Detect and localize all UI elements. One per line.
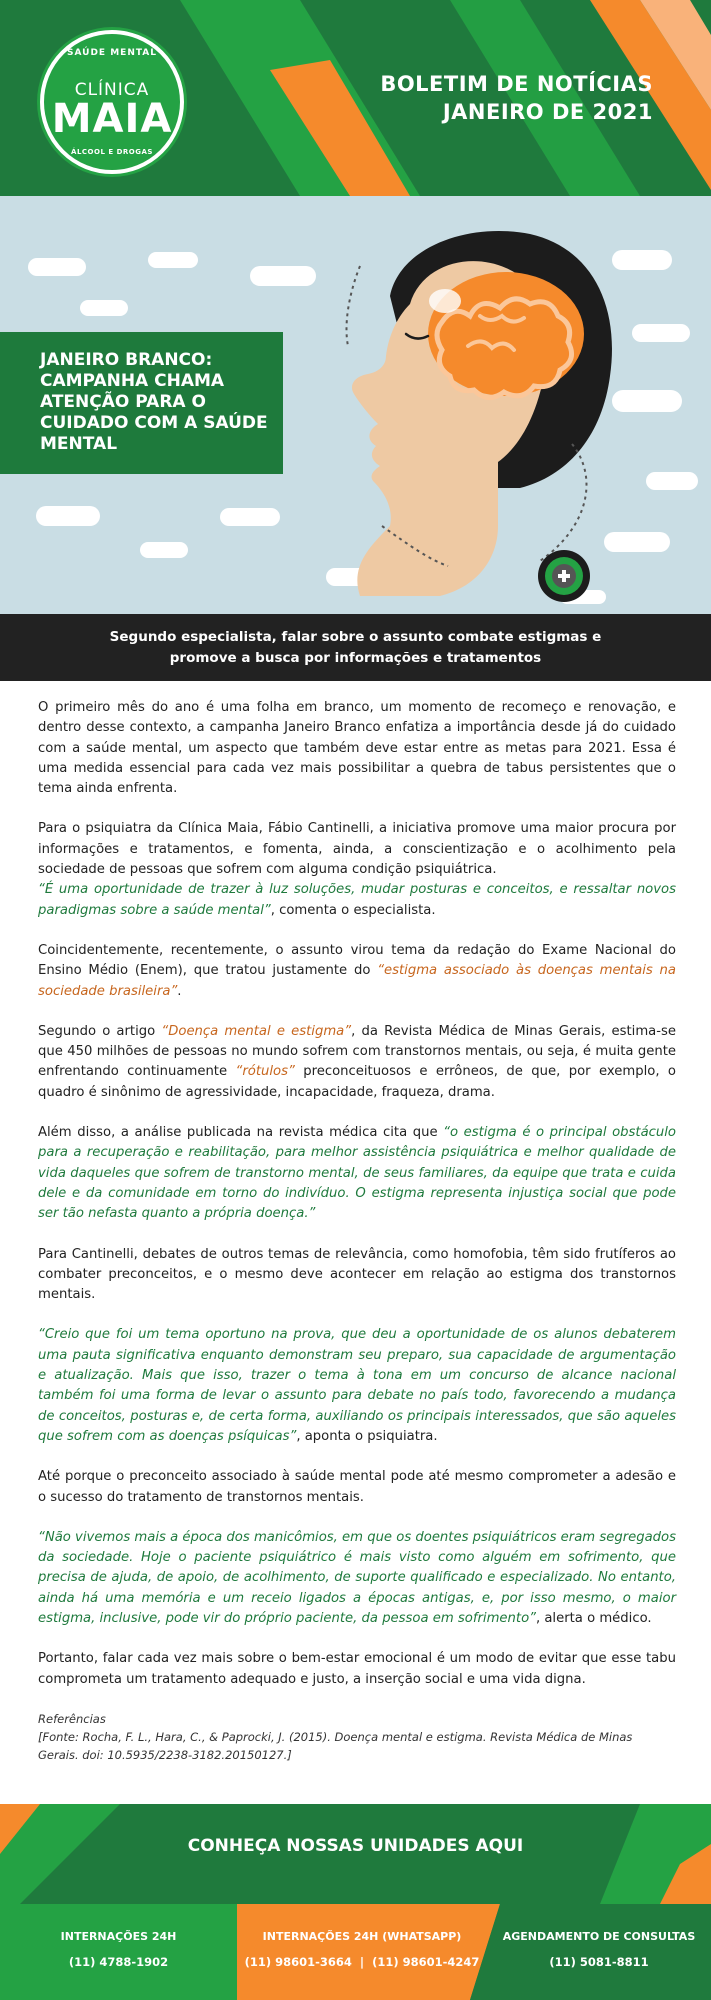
phone-link[interactable]: (11) 5081-8811 [549, 1955, 649, 1969]
cloud-decoration [220, 508, 280, 526]
contact-title: INTERNAÇÕES 24H (WHATSAPP) [262, 1930, 462, 1943]
paragraph-text: Além disso, a análise publicada na revista médica cita que [38, 1125, 444, 1141]
phone-link[interactable]: (11) 98601-3664 | (11) 98601-4247 [244, 1955, 480, 1969]
newsletter-header [0, 0, 711, 196]
quote-text: “estigma associado às doenças mentais na sociedade brasileira” [38, 963, 676, 999]
cloud-decoration [28, 258, 86, 276]
newsletter-title-line2: JANEIRO DE 2021 [442, 100, 653, 124]
paragraph [38, 1528, 676, 1629]
references [38, 1710, 676, 1764]
paragraph-text: , da Revista Médica de Minas Gerais, estima-se que 450 milhões de pessoas no mundo sofrem com transtornos mentais, ou seja, é muita gente enfrentando continuamente [38, 1023, 676, 1080]
article-body [38, 698, 676, 1764]
quote-text: “rótulos” [235, 1064, 295, 1080]
paragraph: Até porque o preconceito associado à saúde mental pode até mesmo comprometer a adesão e o sucesso do tratamento de transtornos mentais. [38, 1469, 676, 1505]
paragraph [38, 941, 676, 1002]
quote-text: “Doença mental e estigma” [161, 1023, 352, 1039]
paragraph-text: . [177, 983, 182, 999]
quote-text: “o estigma é o principal obstáculo para a recuperação e reabilitação, para melhor assistência psiquiátrica e melhor qualidade de vida daqueles que sofrem de transtorno mental, de seus familiares, da equipe que trata e cuida dele e da comunidade em torno do indivíduo. O estigma representa injustiça social que pode ser tão nefasta quanto a própria doença.” [38, 1125, 676, 1222]
cloud-decoration [250, 266, 316, 286]
contact-whatsapp [237, 1904, 487, 2000]
paragraph: Para Cantinelli, debates de outros temas de relevância, como homofobia, têm sido frutíferos ao combater preconceitos, e o mesmo deve acontecer em relação ao estigma dos transtornos mentais. [38, 1246, 676, 1303]
hero-banner [0, 196, 711, 614]
quote-text: “É uma oportunidade de trazer à luz soluções, mudar posturas e conceitos, e ressaltar novos paradigmas sobre a saúde mental” [38, 882, 676, 918]
clinic-logo[interactable] [40, 30, 184, 174]
cloud-decoration [612, 390, 682, 412]
contact-title: INTERNAÇÕES 24H [60, 1930, 177, 1943]
logo-name-line1: CLÍNICA [74, 80, 150, 100]
paragraph-text: preconceituosos e errôneos, de que, por exemplo, o quadro é sinônimo de agressividade, incapacidade, fraqueza, drama. [38, 1064, 676, 1100]
paragraph-text: Para o psiquiatra da Clínica Maia, Fábio Cantinelli, a iniciativa promove uma maior procura por informações e tratamentos, e fomenta, ainda, a conscientização e o acolhimento pela sociedade de pessoas que sofrem com alguma condição psiquiátrica. [38, 821, 676, 878]
cloud-decoration [612, 250, 672, 270]
units-link[interactable]: CONHEÇA NOSSAS UNIDADES AQUI [187, 1836, 524, 1856]
logo-ring-top: SAÚDE MENTAL [66, 48, 157, 58]
cloud-decoration [80, 300, 128, 316]
paragraph-text: Coincidentemente, recentemente, o assunto virou tema da redação do Exame Nacional do Ensino Médio (Enem), que tratou justamente do [38, 942, 676, 979]
article-subtitle [0, 614, 711, 681]
subtitle-line1: Segundo especialista, falar sobre o assunto combate estigmas e [109, 629, 602, 645]
newsletter-footer [0, 1804, 711, 2000]
head-brain-illustration [330, 226, 620, 606]
paragraph [38, 1325, 676, 1447]
paragraph: O primeiro mês do ano é uma folha em branco, um momento de recomeço e renovação, e dentro desse contexto, a campanha Janeiro Branco enfatiza a importância desde já do cuidado com a saúde mental, um aspecto que também deve estar entre as metas para 2021. Essa é uma medida essencial para cada vez mais possibilitar a quebra de tabus persistentes que o tema ainda enfrenta. [38, 700, 676, 797]
paragraph-text: Segundo o artigo [38, 1023, 162, 1039]
quote-text: “Não vivemos mais a época dos manicômios, em que os doentes psiquiátricos eram segregados da sociedade. Hoje o paciente psiquiátrico é mais visto como alguém em sofrimento, que precisa de ajuda, de apoio, de acolhimento, de suporte qualificado e especializado. No entanto, ainda há uma memória e um receio ligados a épocas antigas, e, por isso mesmo, o maior estigma, inclusive, pode vir do próprio paciente, da pessoa em sofrimento” [38, 1529, 676, 1626]
quote-text: “Creio que foi um tema oportuno na prova, que deu a oportunidade de os alunos debaterem uma pauta significativa enquanto demonstram seu preparo, sua capacidade de argumentação e atualização. Mais que isso, trazer o tema à tona em um concurso de alcance nacional também foi uma forma de levar o assunto para debate no país todo, favorecendo a mudança de conceitos, posturas e, de certa forma, auxiliando os principais interessados, que são aqueles que sofrem com as doenças psíquicas” [38, 1327, 676, 1444]
subtitle-line2: promove a busca por informações e tratamentos [169, 650, 542, 666]
paragraph [38, 819, 676, 920]
paragraph [38, 1123, 676, 1224]
newsletter-title-line1: BOLETIM DE NOTÍCIAS [380, 72, 653, 96]
contact-agendamento [487, 1904, 711, 2000]
references-title: Referências [38, 1711, 106, 1726]
paragraph-text: , comenta o especialista. [270, 902, 436, 918]
paragraph-text: , aponta o psiquiatra. [296, 1428, 438, 1444]
contact-title: AGENDAMENTO DE CONSULTAS [502, 1930, 696, 1943]
logo-ring-bottom: ÁLCOOL E DROGAS [71, 148, 153, 156]
paragraph: Portanto, falar cada vez mais sobre o bem-estar emocional é um modo de evitar que esse tabu comprometa um tratamento adequado e justo, a inserção social e uma vida digna. [38, 1651, 676, 1687]
cloud-decoration [646, 472, 698, 490]
phone-link[interactable]: (11) 4788-1902 [68, 1955, 169, 1969]
paragraph [38, 1022, 676, 1103]
logo-name-line2: MAIA [51, 96, 173, 142]
references-text: [Fonte: Rocha, F. L., Hara, C., & Paprocki, J. (2015). Doença mental e estigma. Revista Médica de Minas Gerais. doi: 10.5935/2238-3182.20150127.] [38, 1729, 633, 1762]
contact-internacoes [0, 1904, 237, 2000]
paragraph-text: , alerta o médico. [535, 1610, 652, 1626]
cloud-decoration [148, 252, 198, 268]
newsletter-title [380, 70, 653, 126]
hero-headline-box [0, 332, 283, 474]
cloud-decoration [36, 506, 100, 526]
cloud-decoration [632, 324, 690, 342]
cloud-decoration [140, 542, 188, 558]
hero-headline: JANEIRO BRANCO: CAMPANHA CHAMA ATENÇÃO PARA O CUIDADO COM A SAÚDE MENTAL [40, 350, 268, 454]
